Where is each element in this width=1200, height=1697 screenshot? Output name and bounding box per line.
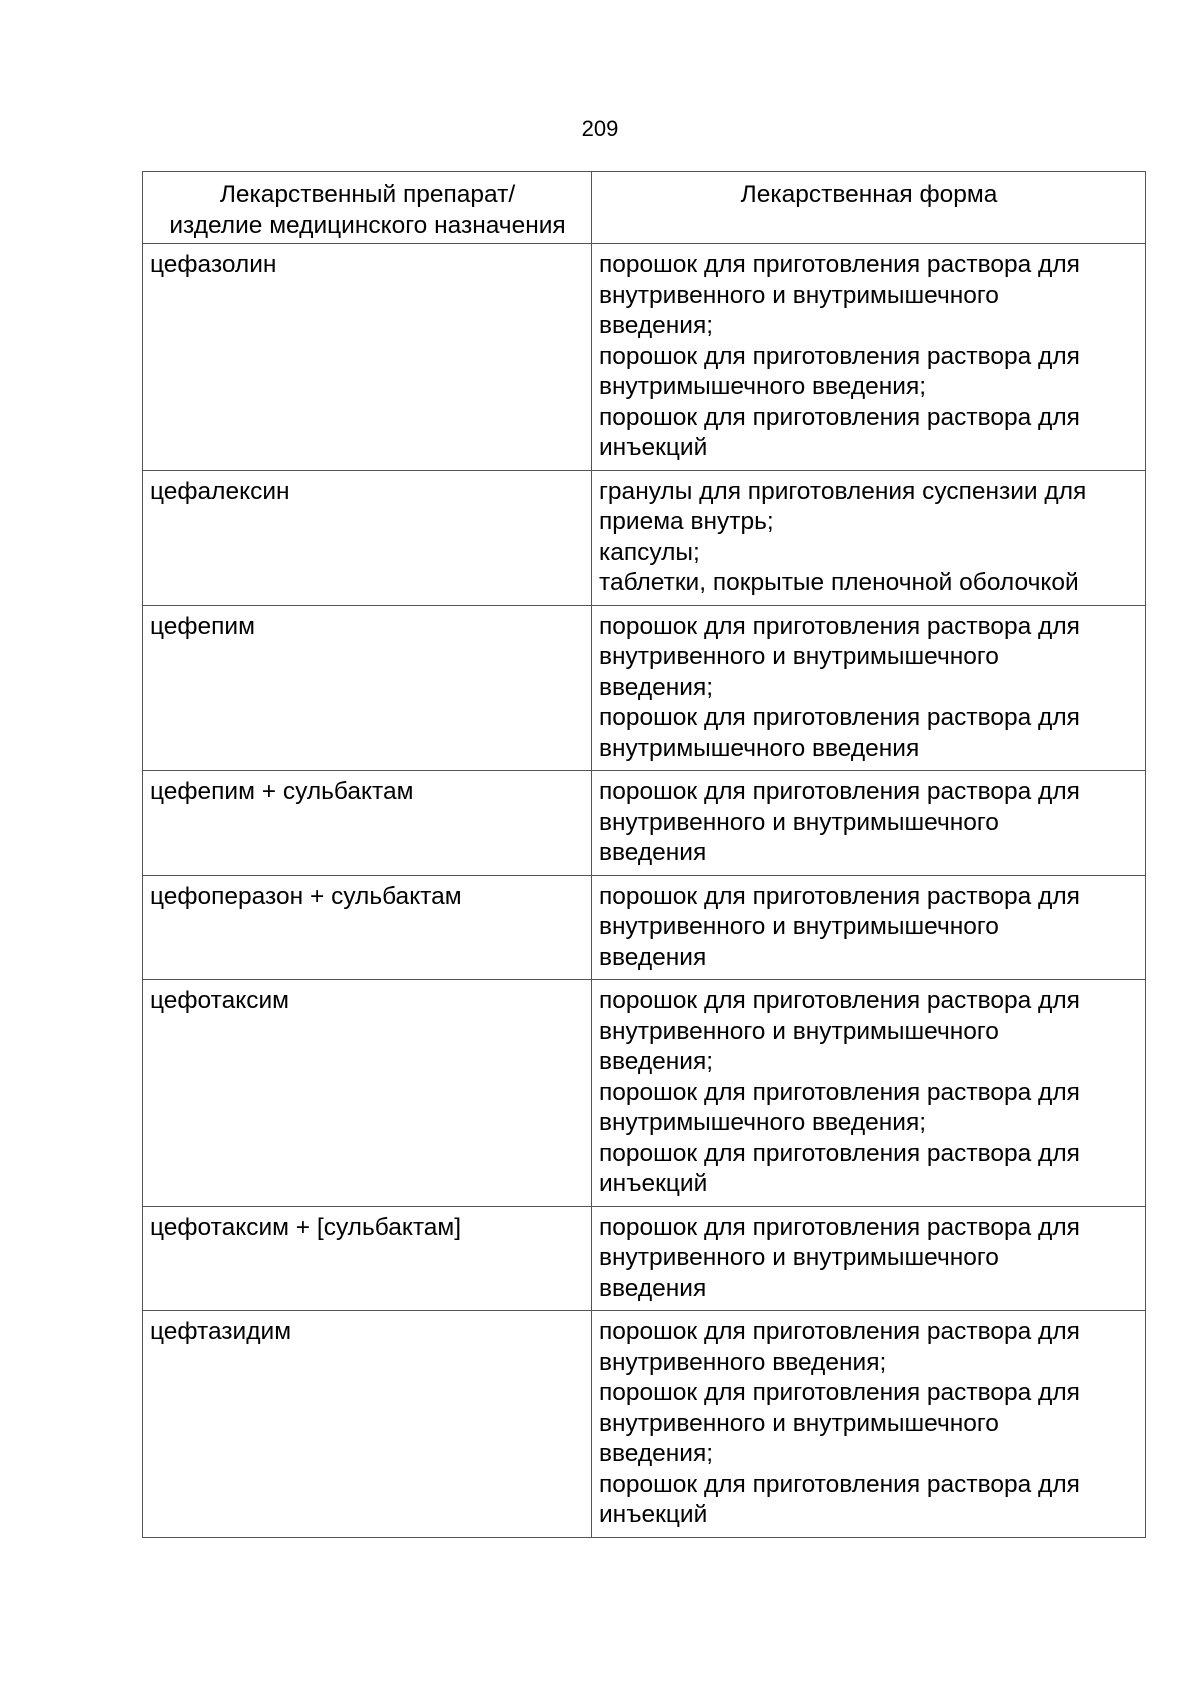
- dosage-form-line: порошок для приготовления раствора для: [599, 882, 1080, 910]
- dosage-form-line: введения;: [599, 1048, 714, 1075]
- dosage-form-cell: [592, 470, 1146, 605]
- dosage-form-line: внутривенного введения;: [599, 1348, 887, 1376]
- dosage-form-line: таблетки, покрытые пленочной оболочкой: [599, 569, 1079, 596]
- dosage-form-line: внутривенного и внутримышечного: [599, 1017, 999, 1045]
- dosage-form-line: инъекций: [599, 1501, 708, 1528]
- drug-name-cell: [143, 605, 592, 771]
- dosage-form-line: инъекций: [599, 1170, 708, 1197]
- dosage-form-line: порошок для приготовления раствора для: [599, 342, 1080, 370]
- table-row: [143, 244, 1146, 471]
- dosage-form-line: введения;: [599, 312, 714, 339]
- drug-name: цефтазидим: [150, 1318, 292, 1345]
- dosage-form-line: порошок для приготовления раствора для: [599, 612, 1080, 640]
- header-drug-name-line: Лекарственный препарат/: [219, 181, 516, 208]
- dosage-form-cell: [592, 771, 1146, 876]
- drug-name-cell: [143, 244, 592, 471]
- header-row: [143, 172, 1146, 244]
- table-body: [143, 244, 1146, 1538]
- table-row: [143, 771, 1146, 876]
- header-dosage-form: [592, 172, 1146, 244]
- dosage-form-line: порошок для приготовления раствора для: [599, 778, 1080, 805]
- drug-name-cell: [143, 875, 592, 980]
- dosage-form-line: введения: [599, 839, 707, 866]
- drug-table: [142, 171, 1146, 1538]
- dosage-form-line: порошок для приготовления раствора для: [599, 1470, 1080, 1498]
- dosage-form-line: внутривенного и внутримышечного: [599, 643, 999, 670]
- header-drug-name-line: изделие медицинского назначения: [169, 211, 566, 239]
- dosage-form-cell: [592, 1311, 1146, 1538]
- table-row: [143, 1206, 1146, 1311]
- dosage-form-line: внутривенного и внутримышечного: [599, 281, 999, 309]
- drug-name: цефалексин: [150, 477, 290, 505]
- dosage-form-line: внутримышечного введения;: [599, 1109, 927, 1136]
- drug-name: цефотаксим + [сульбактам]: [150, 1213, 462, 1241]
- dosage-form-line: внутримышечного введения: [599, 734, 920, 762]
- drug-name: цефотаксим: [150, 987, 289, 1014]
- page-number: 209: [581, 116, 619, 141]
- dosage-form-line: порошок для приготовления раствора для: [599, 1213, 1080, 1241]
- dosage-form-line: порошок для приготовления раствора для: [599, 987, 1080, 1014]
- drug-name-cell: [143, 771, 592, 876]
- dosage-form-line: внутримышечного введения;: [599, 373, 927, 400]
- dosage-form-cell: [592, 244, 1146, 471]
- dosage-form-line: порошок для приготовления раствора для: [599, 1318, 1080, 1345]
- drug-name-cell: [143, 1311, 592, 1538]
- table-row: [143, 1311, 1146, 1538]
- dosage-form-cell: [592, 605, 1146, 771]
- table-row: [143, 605, 1146, 771]
- dosage-form-line: внутривенного и внутримышечного: [599, 1409, 999, 1437]
- dosage-form-line: порошок для приготовления раствора для: [599, 1078, 1080, 1106]
- dosage-form-line: порошок для приготовления раствора для: [599, 251, 1080, 278]
- dosage-form-line: порошок для приготовления раствора для: [599, 704, 1080, 731]
- dosage-form-line: внутривенного и внутримышечного: [599, 913, 999, 940]
- dosage-form-line: приема внутрь;: [599, 508, 774, 535]
- dosage-form-cell: [592, 980, 1146, 1207]
- table-row: [143, 470, 1146, 605]
- table-row: [143, 875, 1146, 980]
- drug-name-cell: [143, 980, 592, 1207]
- table-header: [143, 172, 1146, 244]
- drug-name: цефоперазон + сульбактам: [150, 882, 462, 910]
- drug-name-cell: [143, 1206, 592, 1311]
- dosage-form-line: введения;: [599, 673, 714, 701]
- drug-name: цефепим: [150, 612, 255, 640]
- dosage-form-line: введения: [599, 1274, 707, 1302]
- dosage-form-line: порошок для приготовления раствора для: [599, 403, 1080, 431]
- dosage-form-line: гранулы для приготовления суспензии для: [599, 477, 1087, 505]
- dosage-form-line: внутривенного и внутримышечного: [599, 1244, 999, 1271]
- dosage-form-cell: [592, 875, 1146, 980]
- dosage-form-line: инъекций: [599, 434, 708, 461]
- drug-name-cell: [143, 470, 592, 605]
- dosage-form-line: введения;: [599, 1440, 714, 1467]
- dosage-form-line: порошок для приготовления раствора для: [599, 1139, 1080, 1167]
- dosage-form-line: внутривенного и внутримышечного: [599, 808, 999, 836]
- drug-name: цефазолин: [150, 251, 277, 278]
- drug-name: цефепим + сульбактам: [150, 778, 414, 805]
- dosage-form-line: введения: [599, 943, 707, 971]
- header-drug-name: [143, 172, 592, 244]
- header-dosage-form-line: Лекарственная форма: [740, 181, 998, 208]
- table-row: [143, 980, 1146, 1207]
- dosage-form-line: капсулы;: [599, 538, 700, 566]
- dosage-form-line: порошок для приготовления раствора для: [599, 1379, 1080, 1406]
- dosage-form-cell: [592, 1206, 1146, 1311]
